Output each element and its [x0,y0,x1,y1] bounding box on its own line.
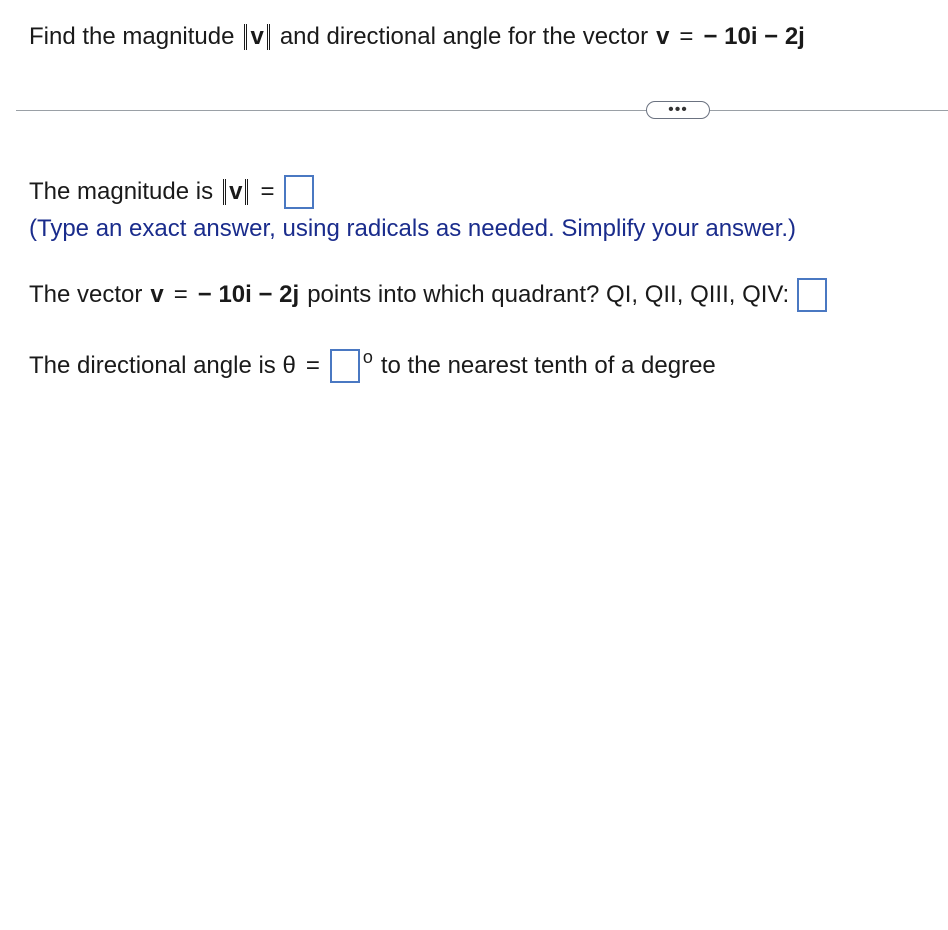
magnitude-answer-input[interactable] [284,175,314,209]
answer-hint: (Type an exact answer, using radicals as needed. Simplify your answer.) [29,215,797,242]
angle-prefix: The directional angle is θ [29,352,296,379]
angle-prompt [29,349,716,383]
angle-answer-input[interactable] [330,349,360,383]
question-norm-v: v [244,24,269,50]
quadrant-vector-expression: − 10i − 2j [197,281,300,308]
degree-symbol: o [362,347,373,367]
question-vector-expression: − 10i − 2j [703,23,805,50]
question-equals: = [679,23,694,50]
quadrant-vector-v: v [150,281,164,308]
quadrant-prompt [29,278,827,312]
quadrant-answer-input[interactable] [797,278,827,312]
magnitude-prompt [29,175,314,209]
quadrant-question: points into which quadrant? QI, QII, QIII, QIV: [307,281,790,308]
more-options-button[interactable]: ••• [646,101,710,119]
quadrant-equals: = [173,281,188,308]
question-text [29,22,805,52]
question-vector-v: v [656,23,670,50]
question-middle: and directional angle for the vector [279,23,649,50]
quadrant-prefix: The vector [29,281,143,308]
magnitude-equals: = [260,178,275,205]
magnitude-norm-v: v [223,179,248,205]
magnitude-label: The magnitude is [29,178,214,205]
angle-suffix: to the nearest tenth of a degree [380,352,716,379]
section-divider [16,110,948,111]
question-prefix: Find the magnitude [29,23,235,50]
angle-equals: = [305,352,320,379]
